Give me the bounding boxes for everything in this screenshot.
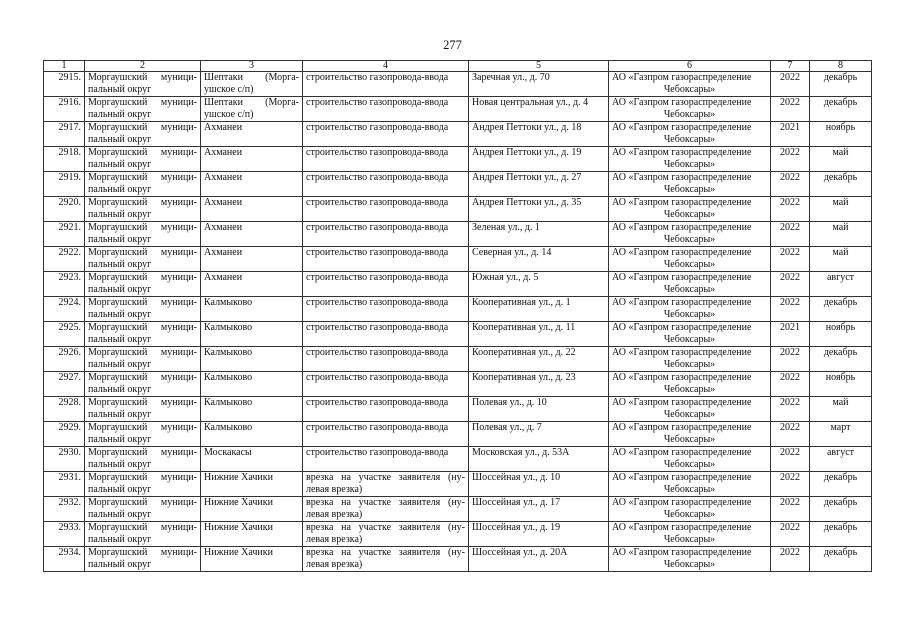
- table-row: [44, 347, 872, 372]
- organization-line-1: АО «Газпром газораспределение: [612, 422, 752, 433]
- month-cell: май: [810, 397, 872, 422]
- organization-line-1: АО «Газпром газораспределение: [612, 497, 752, 508]
- table-row: [44, 97, 872, 122]
- column-header: 7: [771, 61, 810, 72]
- organization-line-2: Чебоксары»: [663, 234, 716, 245]
- month-cell: март: [810, 422, 872, 447]
- year-cell: 2021: [771, 122, 810, 147]
- work-type-cell: врезка на участке заявителя (ну-левая врезка): [303, 522, 469, 547]
- district-cell: Моргаушский муници-пальный округ: [85, 422, 201, 447]
- row-number-cell: 2921.: [44, 222, 85, 247]
- row-number-cell: 2919.: [44, 172, 85, 197]
- district-cell: Моргаушский муници-пальный округ: [85, 497, 201, 522]
- month-cell: август: [810, 447, 872, 472]
- settlement-cell: Ахманеи: [201, 172, 303, 197]
- organization-line-2: Чебоксары»: [663, 384, 716, 395]
- work-type-cell: строительство газопровода-ввода: [303, 297, 469, 322]
- row-number-cell: 2926.: [44, 347, 85, 372]
- table-row: [44, 322, 872, 347]
- address-cell: Кооперативная ул., д. 1: [469, 297, 609, 322]
- district-cell: Моргаушский муници-пальный округ: [85, 122, 201, 147]
- column-header: 1: [44, 61, 85, 72]
- row-number-cell: 2918.: [44, 147, 85, 172]
- settlement-cell: Москакасы: [201, 447, 303, 472]
- month-cell: декабрь: [810, 297, 872, 322]
- organization-cell: [609, 247, 771, 272]
- work-type-cell: строительство газопровода-ввода: [303, 347, 469, 372]
- address-cell: Южная ул., д. 5: [469, 272, 609, 297]
- work-type-cell: строительство газопровода-ввода: [303, 272, 469, 297]
- settlement-cell: Калмыково: [201, 397, 303, 422]
- row-number-cell: 2934.: [44, 547, 85, 572]
- district-cell: Моргаушский муници-пальный округ: [85, 222, 201, 247]
- organization-cell: [609, 97, 771, 122]
- year-cell: 2022: [771, 72, 810, 97]
- row-number-cell: 2915.: [44, 72, 85, 97]
- organization-line-2: Чебоксары»: [663, 284, 716, 295]
- organization-line-1: АО «Газпром газораспределение: [612, 97, 752, 108]
- work-type-cell: строительство газопровода-ввода: [303, 322, 469, 347]
- address-cell: Андрея Петтоки ул., д. 18: [469, 122, 609, 147]
- organization-cell: [609, 472, 771, 497]
- organization-line-2: Чебоксары»: [663, 459, 716, 470]
- work-type-cell: строительство газопровода-ввода: [303, 222, 469, 247]
- address-cell: Полевая ул., д. 7: [469, 422, 609, 447]
- work-type-cell: строительство газопровода-ввода: [303, 147, 469, 172]
- settlement-cell: Калмыково: [201, 347, 303, 372]
- column-header: 6: [609, 61, 771, 72]
- organization-cell: [609, 122, 771, 147]
- month-cell: декабрь: [810, 72, 872, 97]
- row-number-cell: 2924.: [44, 297, 85, 322]
- table-row: [44, 247, 872, 272]
- work-type-cell: строительство газопровода-ввода: [303, 422, 469, 447]
- organization-line-2: Чебоксары»: [663, 559, 716, 570]
- address-cell: Шоссейная ул., д. 19: [469, 522, 609, 547]
- organization-cell: [609, 172, 771, 197]
- header-row: [44, 61, 872, 72]
- column-header: 2: [85, 61, 201, 72]
- district-cell: Моргаушский муници-пальный округ: [85, 172, 201, 197]
- year-cell: 2022: [771, 172, 810, 197]
- row-number-cell: 2929.: [44, 422, 85, 447]
- table-row: [44, 497, 872, 522]
- district-cell: Моргаушский муници-пальный округ: [85, 197, 201, 222]
- settlement-cell: Ахманеи: [201, 147, 303, 172]
- settlement-cell: Калмыково: [201, 322, 303, 347]
- month-cell: декабрь: [810, 97, 872, 122]
- table-row: [44, 522, 872, 547]
- organization-cell: [609, 297, 771, 322]
- organization-line-2: Чебоксары»: [663, 259, 716, 270]
- work-type-cell: строительство газопровода-ввода: [303, 172, 469, 197]
- settlement-cell: Ахманеи: [201, 222, 303, 247]
- row-number-cell: 2933.: [44, 522, 85, 547]
- organization-cell: [609, 397, 771, 422]
- organization-cell: [609, 147, 771, 172]
- year-cell: 2022: [771, 97, 810, 122]
- organization-line-1: АО «Газпром газораспределение: [612, 397, 752, 408]
- table-row: [44, 297, 872, 322]
- row-number-cell: 2916.: [44, 97, 85, 122]
- settlement-cell: Шептаки (Морга-ушское с/п): [201, 97, 303, 122]
- row-number-cell: 2920.: [44, 197, 85, 222]
- organization-line-1: АО «Газпром газораспределение: [612, 372, 752, 383]
- address-cell: Шоссейная ул., д. 10: [469, 472, 609, 497]
- organization-line-2: Чебоксары»: [663, 134, 716, 145]
- row-number-cell: 2930.: [44, 447, 85, 472]
- organization-line-1: АО «Газпром газораспределение: [612, 347, 752, 358]
- row-number-cell: 2932.: [44, 497, 85, 522]
- year-cell: 2022: [771, 397, 810, 422]
- organization-line-2: Чебоксары»: [663, 309, 716, 320]
- data-table: [43, 60, 872, 572]
- organization-cell: [609, 447, 771, 472]
- district-cell: Моргаушский муници-пальный округ: [85, 297, 201, 322]
- row-number-cell: 2923.: [44, 272, 85, 297]
- table-row: [44, 422, 872, 447]
- month-cell: май: [810, 247, 872, 272]
- organization-cell: [609, 522, 771, 547]
- year-cell: 2022: [771, 547, 810, 572]
- address-cell: Московская ул., д. 53А: [469, 447, 609, 472]
- organization-line-1: АО «Газпром газораспределение: [612, 72, 752, 83]
- table-row: [44, 272, 872, 297]
- organization-cell: [609, 197, 771, 222]
- settlement-cell: Калмыково: [201, 297, 303, 322]
- table-row: [44, 147, 872, 172]
- month-cell: ноябрь: [810, 122, 872, 147]
- work-type-cell: строительство газопровода-ввода: [303, 72, 469, 97]
- organization-line-1: АО «Газпром газораспределение: [612, 297, 752, 308]
- month-cell: май: [810, 197, 872, 222]
- organization-line-2: Чебоксары»: [663, 359, 716, 370]
- address-cell: Андрея Петтоки ул., д. 19: [469, 147, 609, 172]
- settlement-cell: Ахманеи: [201, 197, 303, 222]
- district-cell: Моргаушский муници-пальный округ: [85, 347, 201, 372]
- organization-cell: [609, 497, 771, 522]
- organization-line-1: АО «Газпром газораспределение: [612, 172, 752, 183]
- row-number-cell: 2925.: [44, 322, 85, 347]
- work-type-cell: строительство газопровода-ввода: [303, 372, 469, 397]
- organization-cell: [609, 272, 771, 297]
- year-cell: 2022: [771, 372, 810, 397]
- district-cell: Моргаушский муници-пальный округ: [85, 397, 201, 422]
- organization-cell: [609, 347, 771, 372]
- year-cell: 2022: [771, 147, 810, 172]
- work-type-cell: врезка на участке заявителя (ну-левая врезка): [303, 547, 469, 572]
- address-cell: Кооперативная ул., д. 22: [469, 347, 609, 372]
- year-cell: 2022: [771, 247, 810, 272]
- year-cell: 2021: [771, 322, 810, 347]
- year-cell: 2022: [771, 497, 810, 522]
- organization-line-2: Чебоксары»: [663, 334, 716, 345]
- organization-line-2: Чебоксары»: [663, 434, 716, 445]
- organization-cell: [609, 422, 771, 447]
- district-cell: Моргаушский муници-пальный округ: [85, 97, 201, 122]
- organization-line-1: АО «Газпром газораспределение: [612, 147, 752, 158]
- month-cell: ноябрь: [810, 322, 872, 347]
- address-cell: Северная ул., д. 14: [469, 247, 609, 272]
- address-cell: Андрея Петтоки ул., д. 27: [469, 172, 609, 197]
- settlement-cell: Ахманеи: [201, 247, 303, 272]
- address-cell: Зеленая ул., д. 1: [469, 222, 609, 247]
- year-cell: 2022: [771, 222, 810, 247]
- year-cell: 2022: [771, 447, 810, 472]
- column-header: 4: [303, 61, 469, 72]
- settlement-cell: Калмыково: [201, 422, 303, 447]
- row-number-cell: 2922.: [44, 247, 85, 272]
- organization-cell: [609, 547, 771, 572]
- month-cell: декабрь: [810, 497, 872, 522]
- address-cell: Кооперативная ул., д. 11: [469, 322, 609, 347]
- address-cell: Новая центральная ул., д. 4: [469, 97, 609, 122]
- month-cell: декабрь: [810, 172, 872, 197]
- district-cell: Моргаушский муници-пальный округ: [85, 247, 201, 272]
- table-row: [44, 447, 872, 472]
- month-cell: август: [810, 272, 872, 297]
- month-cell: май: [810, 147, 872, 172]
- table-row: [44, 172, 872, 197]
- district-cell: Моргаушский муници-пальный округ: [85, 322, 201, 347]
- table-row: [44, 547, 872, 572]
- address-cell: Кооперативная ул., д. 23: [469, 372, 609, 397]
- organization-cell: [609, 72, 771, 97]
- year-cell: 2022: [771, 297, 810, 322]
- settlement-cell: Нижние Хачики: [201, 547, 303, 572]
- address-cell: Полевая ул., д. 10: [469, 397, 609, 422]
- settlement-cell: Ахманеи: [201, 272, 303, 297]
- district-cell: Моргаушский муници-пальный округ: [85, 447, 201, 472]
- district-cell: Моргаушский муници-пальный округ: [85, 272, 201, 297]
- district-cell: Моргаушский муници-пальный округ: [85, 547, 201, 572]
- table-header: [44, 61, 872, 72]
- table-row: [44, 197, 872, 222]
- organization-line-1: АО «Газпром газораспределение: [612, 122, 752, 133]
- row-number-cell: 2931.: [44, 472, 85, 497]
- work-type-cell: строительство газопровода-ввода: [303, 397, 469, 422]
- organization-line-1: АО «Газпром газораспределение: [612, 197, 752, 208]
- district-cell: Моргаушский муници-пальный округ: [85, 472, 201, 497]
- organization-line-2: Чебоксары»: [663, 534, 716, 545]
- work-type-cell: врезка на участке заявителя (ну-левая врезка): [303, 472, 469, 497]
- settlement-cell: Нижние Хачики: [201, 522, 303, 547]
- year-cell: 2022: [771, 272, 810, 297]
- organization-cell: [609, 322, 771, 347]
- organization-line-2: Чебоксары»: [663, 209, 716, 220]
- table-body: [44, 72, 872, 572]
- work-type-cell: строительство газопровода-ввода: [303, 97, 469, 122]
- month-cell: декабрь: [810, 547, 872, 572]
- month-cell: декабрь: [810, 472, 872, 497]
- settlement-cell: Нижние Хачики: [201, 497, 303, 522]
- work-type-cell: врезка на участке заявителя (ну-левая врезка): [303, 497, 469, 522]
- organization-line-1: АО «Газпром газораспределение: [612, 547, 752, 558]
- settlement-cell: Нижние Хачики: [201, 472, 303, 497]
- table-row: [44, 397, 872, 422]
- column-header: 8: [810, 61, 872, 72]
- organization-line-1: АО «Газпром газораспределение: [612, 522, 752, 533]
- address-cell: Шоссейная ул., д. 17: [469, 497, 609, 522]
- organization-line-1: АО «Газпром газораспределение: [612, 322, 752, 333]
- month-cell: декабрь: [810, 522, 872, 547]
- work-type-cell: строительство газопровода-ввода: [303, 447, 469, 472]
- address-cell: Шоссейная ул., д. 20А: [469, 547, 609, 572]
- settlement-cell: Ахманеи: [201, 122, 303, 147]
- address-cell: Андрея Петтоки ул., д. 35: [469, 197, 609, 222]
- table-row: [44, 72, 872, 97]
- year-cell: 2022: [771, 422, 810, 447]
- district-cell: Моргаушский муници-пальный округ: [85, 372, 201, 397]
- work-type-cell: строительство газопровода-ввода: [303, 197, 469, 222]
- organization-line-2: Чебоксары»: [663, 84, 716, 95]
- organization-line-1: АО «Газпром газораспределение: [612, 272, 752, 283]
- row-number-cell: 2927.: [44, 372, 85, 397]
- column-header: 5: [469, 61, 609, 72]
- organization-line-1: АО «Газпром газораспределение: [612, 472, 752, 483]
- address-cell: Заречная ул., д. 70: [469, 72, 609, 97]
- district-cell: Моргаушский муници-пальный округ: [85, 522, 201, 547]
- organization-line-2: Чебоксары»: [663, 509, 716, 520]
- organization-line-2: Чебоксары»: [663, 159, 716, 170]
- month-cell: май: [810, 222, 872, 247]
- settlement-cell: Шептаки (Морга-ушское с/п): [201, 72, 303, 97]
- organization-line-2: Чебоксары»: [663, 484, 716, 495]
- column-header: 3: [201, 61, 303, 72]
- year-cell: 2022: [771, 197, 810, 222]
- organization-line-1: АО «Газпром газораспределение: [612, 447, 752, 458]
- table-row: [44, 472, 872, 497]
- organization-line-1: АО «Газпром газораспределение: [612, 247, 752, 258]
- row-number-cell: 2928.: [44, 397, 85, 422]
- month-cell: ноябрь: [810, 372, 872, 397]
- work-type-cell: строительство газопровода-ввода: [303, 122, 469, 147]
- district-cell: Моргаушский муници-пальный округ: [85, 147, 201, 172]
- organization-line-2: Чебоксары»: [663, 109, 716, 120]
- organization-cell: [609, 372, 771, 397]
- year-cell: 2022: [771, 472, 810, 497]
- organization-line-2: Чебоксары»: [663, 184, 716, 195]
- row-number-cell: 2917.: [44, 122, 85, 147]
- table-row: [44, 122, 872, 147]
- settlement-cell: Калмыково: [201, 372, 303, 397]
- page-number: 277: [443, 38, 462, 52]
- work-type-cell: строительство газопровода-ввода: [303, 247, 469, 272]
- district-cell: Моргаушский муници-пальный округ: [85, 72, 201, 97]
- year-cell: 2022: [771, 522, 810, 547]
- organization-line-1: АО «Газпром газораспределение: [612, 222, 752, 233]
- month-cell: декабрь: [810, 347, 872, 372]
- organization-cell: [609, 222, 771, 247]
- table-row: [44, 222, 872, 247]
- table-row: [44, 372, 872, 397]
- year-cell: 2022: [771, 347, 810, 372]
- organization-line-2: Чебоксары»: [663, 409, 716, 420]
